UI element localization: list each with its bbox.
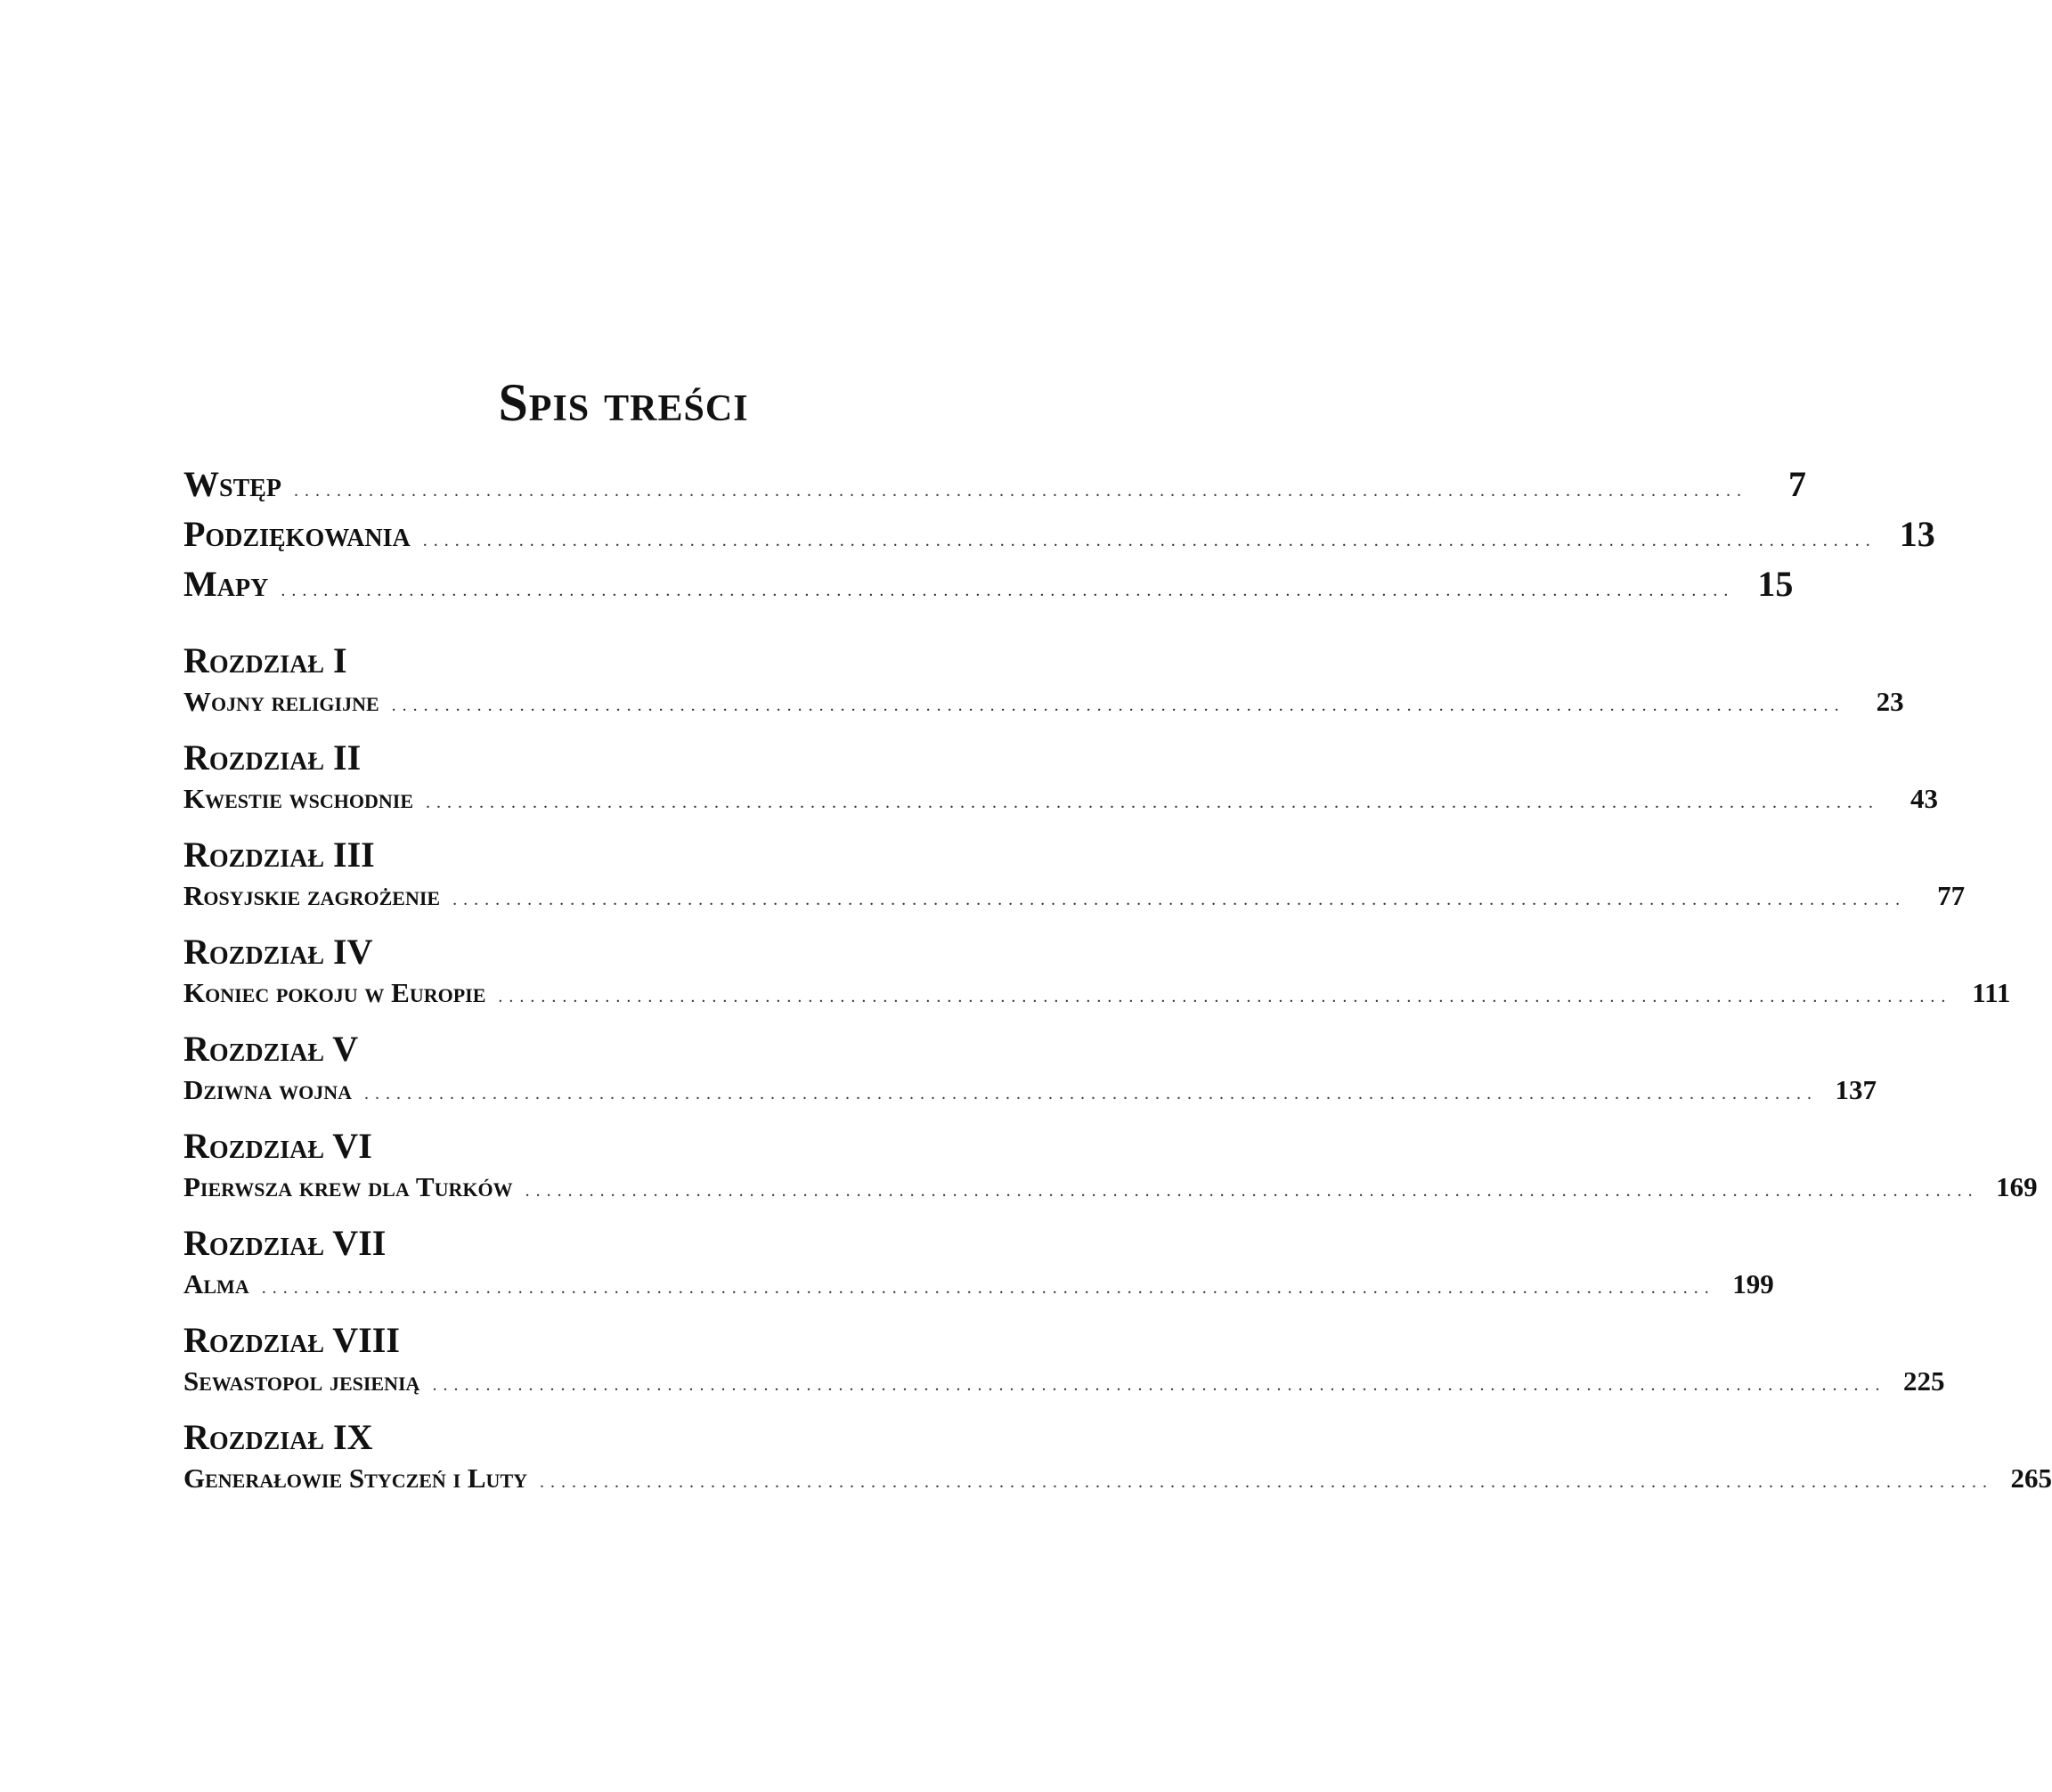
chapter-8 bbox=[183, 1315, 1945, 1413]
chapter-entry bbox=[183, 686, 1904, 725]
chapter-heading: Rozdział III bbox=[183, 835, 375, 875]
chapter-title: Dziwna wojna bbox=[183, 1074, 353, 1105]
chapter-entry bbox=[183, 1074, 1877, 1113]
chapter-2 bbox=[183, 733, 1939, 830]
entry-label: Wstęp bbox=[183, 464, 282, 504]
table-of-contents bbox=[183, 463, 2052, 1510]
dot-leader: ........................................................................................................................................ bbox=[525, 1181, 1979, 1201]
chapter-entry bbox=[183, 1268, 1774, 1307]
page-number: 199 bbox=[1732, 1268, 1774, 1299]
dot-leader: ........................................................................................................................................ bbox=[498, 987, 1952, 1006]
toc-entry-podziekowania bbox=[183, 513, 1935, 563]
page-number: 225 bbox=[1902, 1365, 1945, 1397]
page-number: 77 bbox=[1937, 880, 1966, 911]
dot-leader: ........................................................................................................................................ bbox=[452, 890, 1907, 909]
spacer bbox=[183, 613, 1085, 636]
chapter-heading: Rozdział VII bbox=[183, 1223, 387, 1263]
dot-leader: ........................................................................................................................................ bbox=[261, 1278, 1715, 1298]
page-number: 15 bbox=[1757, 564, 1794, 604]
entry-label: Podziękowania bbox=[183, 514, 411, 554]
chapter-heading: Rozdział VI bbox=[183, 1126, 372, 1166]
toc-title: Spis treści bbox=[498, 373, 749, 432]
chapter-title: Wojny religijne bbox=[183, 686, 379, 717]
dot-leader: ........................................................................................................................................ bbox=[426, 793, 1880, 812]
chapter-title: Generałowie Styczeń i Luty bbox=[183, 1462, 528, 1494]
chapter-entry bbox=[183, 783, 1939, 822]
entry-label: Mapy bbox=[183, 564, 269, 604]
page-number: 137 bbox=[1835, 1074, 1877, 1105]
chapter-7 bbox=[183, 1218, 1774, 1315]
dot-leader: ........................................................................................................................................ bbox=[281, 581, 1735, 600]
chapter-entry bbox=[183, 1365, 1945, 1405]
chapter-heading: Rozdział I bbox=[183, 640, 347, 680]
chapter-entry bbox=[183, 1462, 2052, 1502]
page-number: 169 bbox=[1996, 1171, 2038, 1202]
chapter-title: Alma bbox=[183, 1268, 249, 1299]
chapter-5 bbox=[183, 1024, 1877, 1121]
chapter-heading: Rozdział V bbox=[183, 1029, 359, 1069]
toc-entry-wstep bbox=[183, 463, 1807, 513]
chapter-title: Sewastopol jesienią bbox=[183, 1365, 420, 1397]
chapter-title: Koniec pokoju w Europie bbox=[183, 977, 486, 1008]
dot-leader: ........................................................................................................................................ bbox=[294, 481, 1748, 501]
chapter-heading: Rozdział IV bbox=[183, 932, 373, 972]
chapter-heading: Rozdział II bbox=[183, 737, 362, 778]
dot-leader: ........................................................................................................................................ bbox=[540, 1472, 1994, 1492]
chapter-title: Kwestie wschodnie bbox=[183, 783, 414, 814]
chapter-9 bbox=[183, 1413, 2052, 1510]
chapter-entry bbox=[183, 1171, 2038, 1210]
page-number: 43 bbox=[1910, 783, 1939, 814]
page-number: 23 bbox=[1876, 686, 1904, 717]
chapter-title: Pierwsza krew dla Turków bbox=[183, 1171, 513, 1202]
dot-leader: ........................................................................................................................................ bbox=[391, 696, 1845, 715]
chapter-4 bbox=[183, 927, 2011, 1024]
chapter-heading: Rozdział VIII bbox=[183, 1320, 400, 1360]
chapter-1 bbox=[183, 636, 1904, 733]
chapter-3 bbox=[183, 830, 1966, 927]
chapter-heading: Rozdział IX bbox=[183, 1417, 373, 1457]
chapter-title: Rosyjskie zagrożenie bbox=[183, 880, 441, 911]
page-number: 265 bbox=[2010, 1462, 2052, 1494]
toc-entry-mapy bbox=[183, 563, 1794, 613]
chapter-6 bbox=[183, 1121, 2038, 1218]
dot-leader: ........................................................................................................................................ bbox=[422, 531, 1877, 550]
chapter-entry bbox=[183, 977, 2011, 1016]
page-number: 13 bbox=[1899, 514, 1935, 554]
dot-leader: ........................................................................................................................................ bbox=[364, 1084, 1819, 1104]
chapter-entry bbox=[183, 880, 1966, 919]
page-number: 7 bbox=[1788, 464, 1807, 504]
page-number: 111 bbox=[1972, 977, 2011, 1008]
dot-leader: ........................................................................................................................................ bbox=[432, 1375, 1886, 1395]
